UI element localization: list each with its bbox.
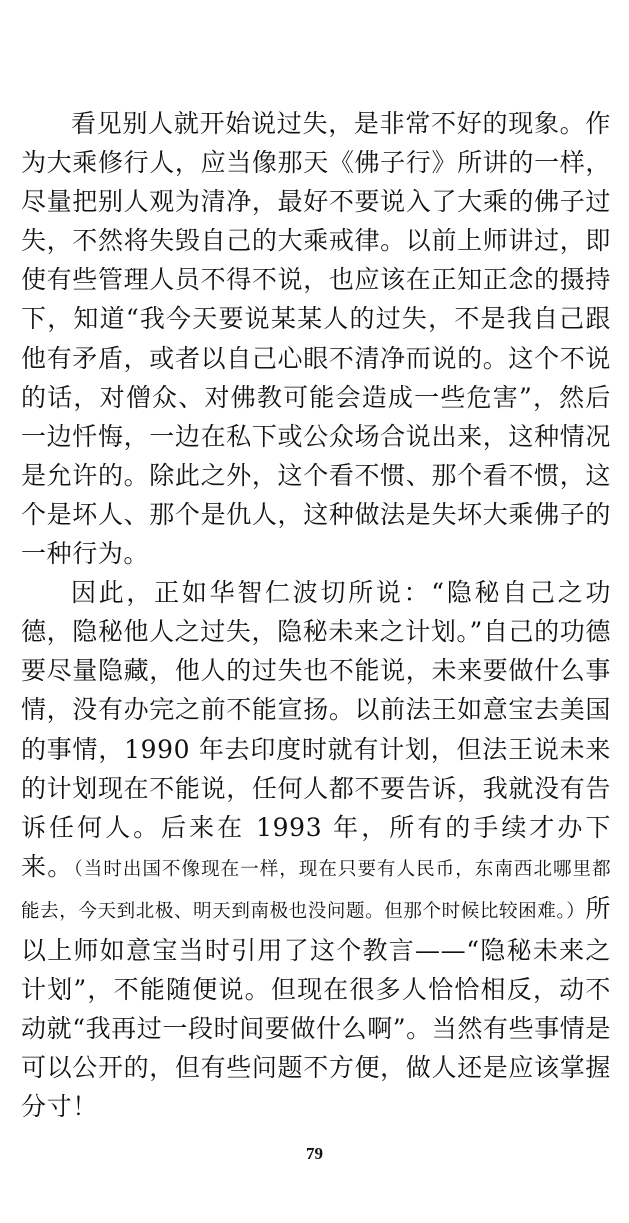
paragraph-2-continued-text: 所以上师如意宝当时引用了这个教言——“隐秘未来之计划”，不能随便说。但现在很多人恰恰相反，动不动就“我再过一段时间要做什么啊”。当然有些事情是可以公开的，但有些问题不方便，做人还是应该掌握分寸！ (21, 893, 611, 1122)
body-text (21, 104, 611, 1126)
paragraph-2-main-text: 因此，正如华智仁波切所说：“隐秘自己之功德，隐秘他人之过失，隐秘未来之计划。”自己的功德要尽量隐藏，他人的过失也不能说，未来要做什么事情，没有办完之前不能宣扬。以前法王如意宝去美国的事情，1990 年去印度时就有计划，但法王说未来的计划现在不能说，任何人都不要告诉，我就没有告诉任何人。后来在 1993 年，所有的手续才办下来。 (21, 578, 611, 881)
page-number: 79 (306, 1144, 323, 1163)
parenthetical-note: （当时出国不像现在一样，现在只要有人民币，东南西北哪里都能去，今天到北极、明天到南极也没问题。但那个时候比较困难。） (21, 858, 611, 922)
paragraph-2 (21, 573, 611, 1126)
paragraph-1: 看见别人就开始说过失，是非常不好的现象。作为大乘修行人，应当像那天《佛子行》所讲的一样，尽量把别人观为清净，最好不要说入了大乘的佛子过失，不然将失毁自己的大乘戒律。以前上师讲过，即使有些管理人员不得不说，也应该在正知正念的摄持下，知道“我今天要说某某人的过失，不是我自己跟他有矛盾，或者以自己心眼不清净而说的。这个不说的话，对僧众、对佛教可能会造成一些危害”，然后一边忏悔，一边在私下或公众场合说出来，这种情况是允许的。除此之外，这个看不惯、那个看不惯，这个是坏人、那个是仇人，这种做法是失坏大乘佛子的一种行为。 (21, 109, 611, 569)
